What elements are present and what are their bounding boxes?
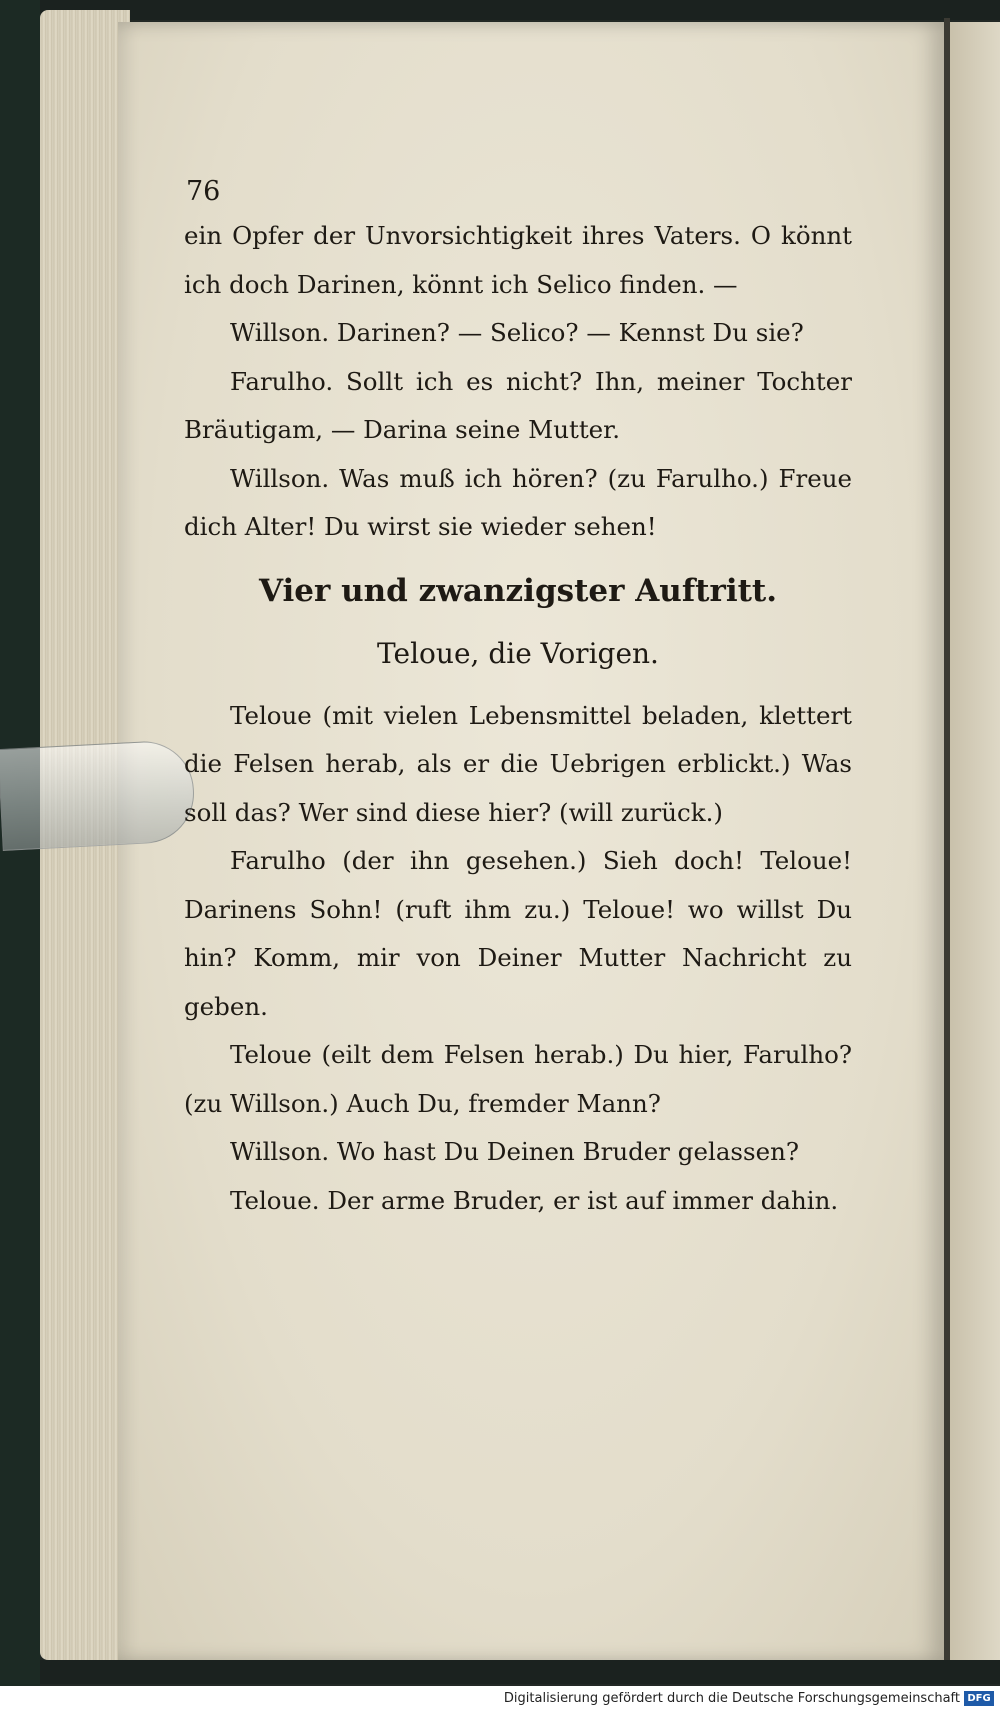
page-number: 76: [186, 176, 221, 207]
bottom-shadow: [40, 1660, 1000, 1684]
dfg-logo: DFG: [964, 1691, 994, 1706]
paragraph: Willson. Was muß ich hören? (zu Farulho.) Freue dich Alter! Du wirst sie wieder sehen!: [184, 463, 852, 541]
scene-characters: Teloue, die Vorigen.: [377, 636, 659, 670]
footer-bar: [0, 1686, 1000, 1711]
paragraph: Teloue (eilt dem Felsen herab.) Du hier, Farulho? (zu Willson.) Auch Du, fremder Mann?: [184, 1040, 852, 1118]
paragraph: Willson. Wo hast Du Deinen Bruder gelassen?: [230, 1137, 799, 1166]
paragraph: Farulho. Sollt ich es nicht? Ihn, meiner Tochter Bräutigam, — Darina seine Mutter.: [184, 366, 852, 444]
paragraph: ein Opfer der Unvorsichtigkeit ihres Vaters. O könnt ich doch Darinen, könnt ich Selico finden. —: [184, 221, 852, 299]
page-text: [184, 168, 852, 1225]
paragraph: Willson. Darinen? — Selico? — Kennst Du sie?: [230, 318, 804, 347]
funding-credit: Digitalisierung gefördert durch die Deutsche Forschungsgemeinschaft: [503, 1691, 960, 1706]
paragraph: Teloue. Der arme Bruder, er ist auf immer dahin.: [230, 1185, 839, 1215]
scene-heading: Vier und zwanzigster Auftritt.: [258, 572, 778, 609]
paragraph: Farulho (der ihn gesehen.) Sieh doch! Teloue! Darinens Sohn! (ruft ihm zu.) Teloue! wo willst Du hin? Komm, mir von Deiner Mutter Nachricht zu geben.: [184, 846, 852, 1021]
facing-page-edge: [950, 22, 1000, 1662]
paragraph: Teloue (mit vielen Lebensmittel beladen, klettert die Felsen herab, als er die Uebrigen erblickt.) Was soll das? Wer sind diese hier? (will zurück.): [184, 700, 852, 827]
top-shadow: [40, 0, 1000, 20]
page-holder-clip: [0, 739, 197, 851]
scanner-edge: [0, 0, 40, 1711]
